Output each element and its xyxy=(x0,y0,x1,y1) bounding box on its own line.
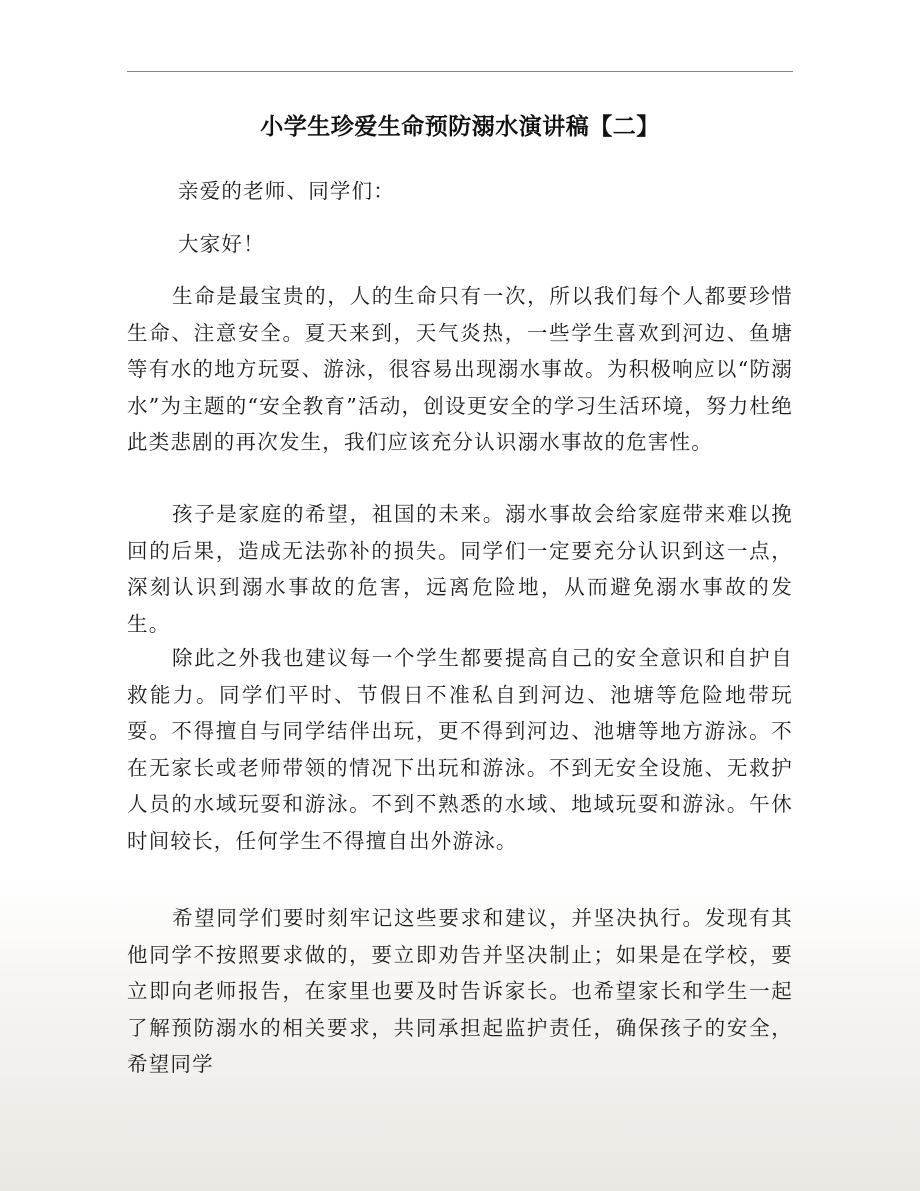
greeting-line: 大家好！ xyxy=(178,232,265,256)
body-paragraph: 孩子是家庭的希望，祖国的未来。溺水事故会给家庭带来难以挽回的后果，造成无法弥补的损失。同学们一定要充分认识到这一点，深刻认识到溺水事故的危害，远离危险地，从而避免溺水事故的发生。 xyxy=(127,502,793,636)
body-paragraph: 希望同学们要时刻牢记这些要求和建议，并坚决执行。发现有其他同学不按照要求做的，要立即劝告并坚决制止；如果是在学校，要立即向老师报告，在家里也要及时告诉家长。也希望家长和学生一起了解预防溺水的相关要求，共同承担起监护责任，确保孩子的安全，希望同学 xyxy=(127,906,793,1076)
salutation-line: 亲爱的老师、同学们： xyxy=(178,179,395,203)
body-paragraph: 除此之外我也建议每一个学生都要提高自己的安全意识和自护自救能力。同学们平时、节假日不准私自到河边、池塘等危险地带玩耍。不得擅自与同学结伴出玩，更不得到河边、池塘等地方游泳。不在无家长或老师带领的情况下出玩和游泳。不到无安全设施、无救护人员的水域玩耍和游泳。不到不熟悉的水域、地域玩耍和游泳。午休时间较长，任何学生不得擅自出外游泳。 xyxy=(127,646,793,853)
document-title: 小学生珍爱生命预防溺水演讲稿【二】 xyxy=(260,113,660,140)
body-paragraph: 生命是最宝贵的，人的生命只有一次，所以我们每个人都要珍惜生命、注意安全。夏天来到，天气炎热，一些学生喜欢到河边、鱼塘等有水的地方玩耍、游泳，很容易出现溺水事故。为积极响应以“防溺水”为主题的“安全教育”活动，创设更安全的学习生活环境，努力杜绝此类悲剧的再次发生，我们应该充分认识溺水事故的危害性。 xyxy=(127,284,793,454)
header-rule xyxy=(127,71,793,72)
